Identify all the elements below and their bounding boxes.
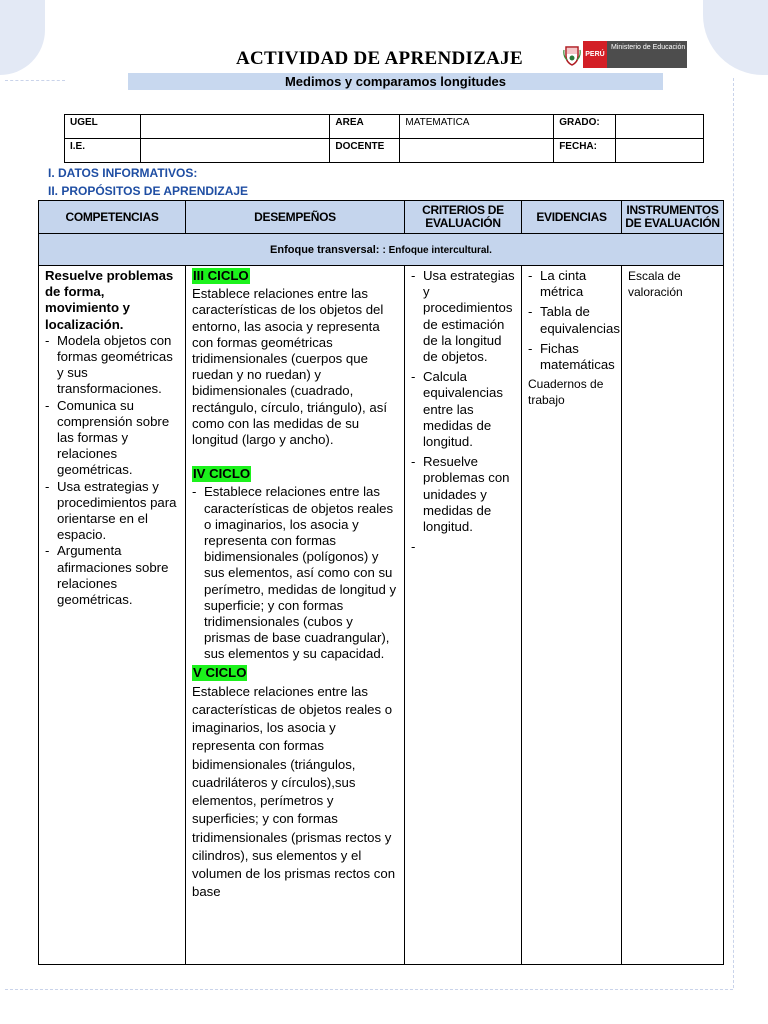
competencias-cell xyxy=(39,266,186,965)
header-instrumentos: INSTRUMENTOS DE EVALUACIÓN xyxy=(622,201,724,234)
logo-country: PERÚ xyxy=(583,41,607,68)
ie-field[interactable] xyxy=(140,139,330,163)
list-item: - Tabla de equivalencias xyxy=(528,304,615,336)
grado-field[interactable] xyxy=(616,115,704,139)
list-item: - Establece relaciones entre las características de objetos reales o imaginarios, los asocia y representa con formas bidimensionales (polígonos) y sus elementos, así como con su perímetro, medidas de longitud y superficie; y con formas tridimensionales (cubos y prismas de base cuadrangular), sus elementos y su capacidad. xyxy=(192,484,398,662)
list-item xyxy=(411,539,515,555)
list-item: - Argumenta afirmaciones sobre relaciones geométricas. xyxy=(45,543,179,608)
evidencias-list xyxy=(528,268,620,373)
competencia-title: Resuelve problemas de forma, movimiento y localización. xyxy=(45,268,174,332)
decorative-corner-left xyxy=(0,0,45,75)
section-heading-propositos: II. PROPÓSITOS DE APRENDIZAJE xyxy=(48,184,249,198)
list-item: - Resuelve problemas con unidades y medidas de longitud. xyxy=(411,454,515,535)
header-criterios: CRITERIOS DE EVALUACIÓN xyxy=(405,201,522,234)
logo-ministry: Ministerio de Educación xyxy=(607,41,687,68)
learning-purposes-table xyxy=(38,200,724,965)
list-item: - Comunica su comprensión sobre las formas y relaciones geométricas. xyxy=(45,398,179,479)
docente-label: DOCENTE xyxy=(330,139,400,163)
page-guide-top xyxy=(5,80,65,81)
criterios-list xyxy=(411,268,515,555)
ministry-logo xyxy=(561,41,687,68)
list-item: - La cinta métrica xyxy=(528,268,615,300)
list-item: - Modela objetos con formas geométricas y sus transformaciones. xyxy=(45,333,179,398)
area-field[interactable]: MATEMATICA xyxy=(400,115,554,139)
evidencias-extra: Cuadernos de trabajo xyxy=(528,377,604,408)
criterios-cell xyxy=(405,266,522,965)
grado-label: GRADO: xyxy=(554,115,616,139)
info-table xyxy=(64,114,704,163)
page-guide-horizontal xyxy=(5,989,733,990)
ciclo-4-list xyxy=(192,484,398,662)
enfoque-label: Enfoque transversal: xyxy=(270,243,383,256)
instrumento-text: Escala de valoración xyxy=(628,269,683,299)
header-competencias: COMPETENCIAS xyxy=(39,201,186,234)
ciclo-5-text: Establece relaciones entre las características de objetos reales o imaginarios, los asocia y representa con formas bidimensionales (triángulos, cuadriláteros y círculos),sus elementos, perímetros y superficies; y con formas tridimensionales (prismas rectos y cilindros), sus elementos y el volumen de los prismas rectos con base xyxy=(192,683,396,900)
section-heading-datos: I. DATOS INFORMATIVOS: xyxy=(48,166,198,180)
enfoque-value: : Enfoque intercultural. xyxy=(382,244,492,256)
page-guide-vertical xyxy=(733,78,734,988)
fecha-label: FECHA: xyxy=(554,139,616,163)
coat-of-arms-icon xyxy=(561,41,583,68)
docente-field[interactable] xyxy=(400,139,554,163)
header-evidencias: EVIDENCIAS xyxy=(522,201,622,234)
list-item: - Fichas matemáticas xyxy=(528,341,615,373)
evidencias-cell xyxy=(522,266,622,965)
ugel-label: UGEL xyxy=(65,115,141,139)
enfoque-row xyxy=(39,234,724,266)
decorative-corner-right xyxy=(703,0,768,75)
ciclo-4-badge: IV CICLO xyxy=(193,466,251,482)
header-desempenos: DESEMPEÑOS xyxy=(186,201,405,234)
fecha-field[interactable] xyxy=(616,139,704,163)
list-item: - Usa estrategias y procedimientos de estimación de la longitud de objetos. xyxy=(411,268,515,365)
list-item: - Calcula equivalencias entre las medidas de longitud. xyxy=(411,369,515,450)
page-title: ACTIVIDAD DE APRENDIZAJE xyxy=(236,48,523,69)
list-item: - Usa estrategias y procedimientos para orientarse en el espacio. xyxy=(45,479,179,544)
ugel-field[interactable] xyxy=(140,115,330,139)
ciclo-5-badge: V CICLO xyxy=(193,664,247,680)
area-label: AREA xyxy=(330,115,400,139)
competencia-list xyxy=(45,333,179,608)
ie-label: I.E. xyxy=(65,139,141,163)
desempenos-cell xyxy=(186,266,405,965)
ciclo-3-text: Establece relaciones entre las características de los objetos del entorno, las asocia y representa con formas geométricas tridimensionales (cuerpos que ruedan y no ruedan) y bidimensionales (cuadrado, rectángulo, círculo, triángulo), así como con las medidas de su longitud (largo y ancho). xyxy=(192,286,387,448)
ciclo-3-badge: III CICLO xyxy=(193,268,249,283)
activity-subtitle: Medimos y comparamos longitudes xyxy=(128,73,663,90)
instrumentos-cell xyxy=(622,266,724,965)
